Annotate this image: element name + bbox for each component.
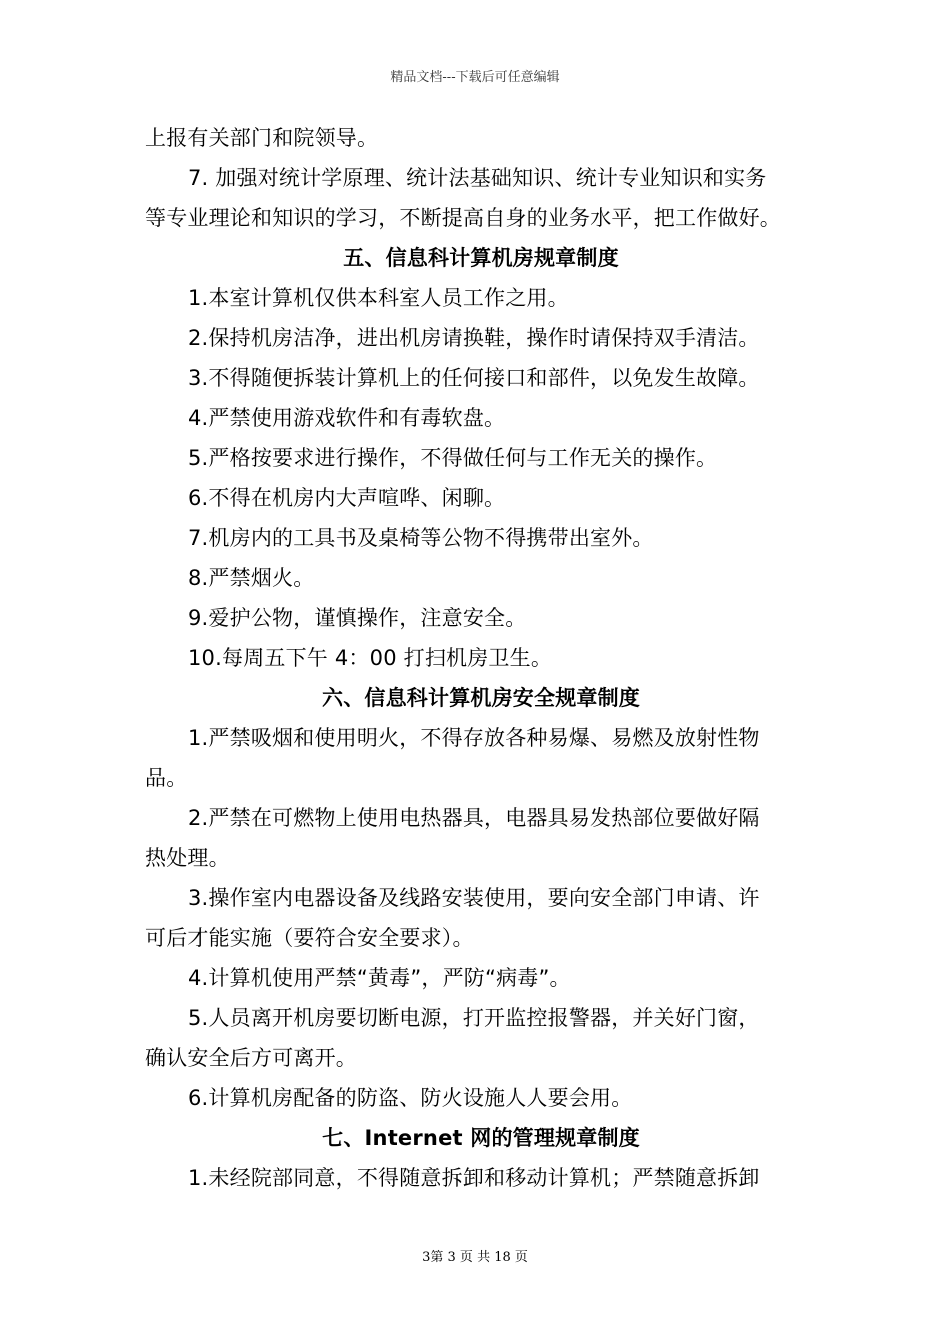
paragraph-line: 6.计算机房配备的防盗、防火设施人人要会用。: [188, 1086, 633, 1110]
section-heading: 七、Internet 网的管理规章制度: [322, 1126, 640, 1150]
paragraph-line: 7. 加强对统计学原理、统计法基础知识、统计专业知识和实务: [188, 166, 767, 190]
paragraph-line: 3.不得随便拆装计算机上的任何接口和部件，以免发生故障。: [188, 366, 760, 390]
paragraph-continuation-line: 热处理。: [145, 846, 230, 870]
paragraph-line: 7.机房内的工具书及桌椅等公物不得携带出室外。: [188, 526, 654, 550]
paragraph-line: 4.严禁使用游戏软件和有毒软盘。: [188, 406, 506, 430]
document-body: [145, 118, 817, 1198]
paragraph-line: 5.严格按要求进行操作，不得做任何与工作无关的操作。: [188, 446, 718, 470]
paragraph-line: 4.计算机使用严禁“黄毒”，严防“病毒”。: [188, 966, 571, 990]
paragraph-continuation-line: 确认安全后方可离开。: [145, 1046, 357, 1070]
page-header: 精品文档---下载后可任意编辑: [390, 70, 560, 85]
paragraph-line: 8.严禁烟火。: [188, 566, 315, 590]
paragraph-continuation-line: 等专业理论和知识的学习，不断提高自身的业务水平，把工作做好。: [145, 206, 781, 230]
paragraph-continuation-line: 可后才能实施（要符合安全要求）。: [145, 926, 474, 950]
paragraph-continuation-line: 品。: [145, 766, 188, 790]
paragraph-line: 1.本室计算机仅供本科室人员工作之用。: [188, 286, 569, 310]
paragraph-line: 2.严禁在可燃物上使用电热器具，电器具易发热部位要做好隔: [188, 806, 760, 830]
paragraph-line: 1.未经院部同意，不得随意拆卸和移动计算机；严禁随意拆卸: [188, 1166, 760, 1190]
paragraph-line: 1.严禁吸烟和使用明火，不得存放各种易爆、易燃及放射性物: [188, 726, 760, 750]
paragraph-line: 2.保持机房洁净，进出机房请换鞋，操作时请保持双手清洁。: [188, 326, 760, 350]
paragraph-continuation-line: 上报有关部门和院领导。: [145, 126, 379, 150]
page-footer: 3第 3 页 共 18 页: [422, 1250, 528, 1265]
paragraph-line: 5.人员离开机房要切断电源，打开监控报警器，并关好门窗，: [188, 1006, 760, 1030]
paragraph-line: 3.操作室内电器设备及线路安装使用，要向安全部门申请、许: [188, 886, 760, 910]
section-heading: 六、信息科计算机房安全规章制度: [322, 686, 640, 710]
paragraph-line: 9.爱护公物，谨慎操作，注意安全。: [188, 606, 527, 630]
paragraph-line: 10.每周五下午 4：00 打扫机房卫生。: [188, 646, 553, 670]
section-heading: 五、信息科计算机房规章制度: [343, 246, 619, 270]
paragraph-line: 6.不得在机房内大声喧哗、闲聊。: [188, 486, 506, 510]
